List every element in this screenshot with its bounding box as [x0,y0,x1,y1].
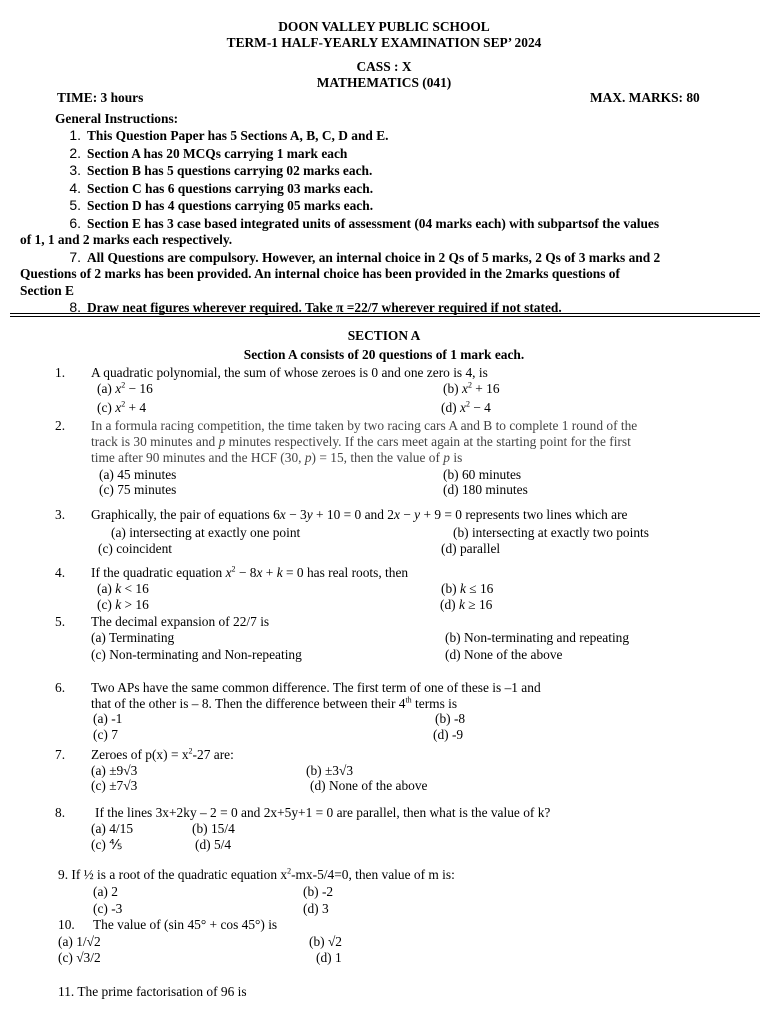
q5-option-a: (a) Terminating [91,630,175,645]
instruction-item: 2. Section A has 20 MCQs carrying 1 mark each [69,144,348,161]
q2-option-d: (d) 180 minutes [443,482,528,497]
q1-option-d: (d) $x^2 - 4$ [441,399,491,415]
q3-option-b: (b) intersecting at exactly two points [453,525,649,540]
q10-option-a: (a) 1/√2 [58,934,101,949]
time-label: TIME: 3 hours [57,90,144,105]
subject-label: MATHEMATICS (041) [316,75,452,90]
instruction-item: 4. Section C has 6 questions carrying 03 marks each. [69,179,374,196]
q3-number: 3. [55,507,66,522]
q5-option-c: (c) Non-terminating and Non-repeating [91,647,302,662]
q5-option-b: (b) Non-terminating and repeating [445,630,630,645]
q2-number: 2. [55,418,66,433]
q4-option-a: (a) k < 16 [97,581,149,596]
q9-option-b: (b) -2 [303,884,334,899]
instruction-item: 3. Section B has 5 questions carrying 02 marks each. [69,162,373,178]
q1-option-a: (a) $x^2 - 16$ [97,380,153,396]
q11-text: 11. The prime factorisation of 96 is [58,984,247,999]
section-title: SECTION A [347,328,421,343]
q2-text-line3: time after 90 minutes and the HCF (30, p) = 15, then the value of p is [91,450,463,465]
q3-option-d: (d) parallel [441,541,501,556]
q6-text-line1: Two APs have the same common difference. The first term of one of these is –1 and [91,680,541,695]
q9-option-d: (d) 3 [303,901,329,916]
class-label: CASS : X [356,59,412,74]
q7-text: Zeroes of $p(x) = x^2-27$ are: [91,746,234,762]
q2-option-a: (a) 45 minutes [99,467,177,482]
q2-text-line1: In a formula racing competition, the time taken by two racing cars A and B to complete 1 round of the [91,418,638,433]
q9-text: 9. If ½ is a root of the quadratic equation $x^2-mx-5/4=0$, then value of m is: [58,866,455,882]
q7-option-d: (d) None of the above [310,778,428,793]
max-marks-label: MAX. MARKS: 80 [590,90,700,105]
q2-option-c: (c) 75 minutes [99,482,177,497]
q6-option-c: (c) 7 [93,727,118,742]
exam-title: TERM-1 HALF-YEARLY EXAMINATION SEP’ 2024 [226,35,542,50]
divider-line-thin [10,316,760,317]
q7-option-a: (a) ±9√3 [91,763,138,778]
q3-text: Graphically, the pair of equations 6x − 3y + 10 = 0 and 2x − y + 9 = 0 represents two lines which are [91,507,628,522]
instruction-item: 8. Draw neat figures wherever required. Take π =22/7 wherever required if not stated. [69,299,562,315]
school-name: DOON VALLEY PUBLIC SCHOOL [278,19,490,34]
q3-option-c: (c) coincident [98,541,172,556]
q4-text: If the quadratic equation $x^2 - 8x + k = 0$ has real roots, then [91,564,409,580]
divider-line [10,313,760,314]
q1-number: 1. [55,365,66,380]
q4-number: 4. [55,565,66,580]
instruction-item: 6. Section E has 3 case based integrated units of assessment (04 marks each) with subpartsof the values [69,214,660,231]
q6-option-b: (b) -8 [435,711,466,726]
q8-text: If the lines 3x+2ky – 2 = 0 and 2x+5y+1 = 0 are parallel, then what is the value of k? [95,805,551,820]
q8-option-c: (c) ⅘ [91,837,123,852]
instruction-item-continued: Section E [20,282,74,298]
q1-option-b: (b) $x^2 + 16$ [443,380,500,396]
q5-option-d: (d) None of the above [445,647,563,662]
q6-option-a: (a) -1 [93,711,123,726]
q10-option-b: (b) √2 [309,934,343,949]
instructions-list [20,127,715,317]
q2-option-b: (b) 60 minutes [443,467,522,482]
q6-text-line2: that of the other is – 8. Then the difference between their 4th terms is [91,695,458,711]
q8-option-d: (d) 5/4 [195,837,232,852]
q10-option-c: (c) √3/2 [58,950,101,965]
q8-option-b: (b) 15/4 [192,821,235,836]
q6-number: 6. [55,680,66,695]
instruction-item: 7. All Questions are compulsory. However, an internal choice in 2 Qs of 5 marks, 2 Qs of 3 marks and 2 [69,248,661,265]
q7-option-c: (c) ±7√3 [91,778,138,793]
q8-option-a: (a) 4/15 [91,821,134,836]
q4-option-c: (c) k > 16 [97,597,149,612]
q10-option-d: (d) 1 [316,950,342,965]
q10-text: The value of (sin 45° + cos 45°) is [93,917,278,932]
q4-option-b: (b) k ≤ 16 [441,581,494,596]
instruction-item: 5. Section D has 4 questions carrying 05 marks each. [69,197,374,213]
instructions-heading: General Instructions: [55,111,179,126]
section-subtitle: Section A consists of 20 questions of 1 mark each. [243,347,525,362]
q1-option-c: (c) $x^2 + 4$ [97,399,147,415]
q7-option-b: (b) ±3√3 [306,763,354,778]
q2-text-line2: track is 30 minutes and p minutes respectively. If the cars meet again at the starting point for the first [91,434,631,449]
q5-number: 5. [55,614,66,629]
q4-option-d: (d) k ≥ 16 [440,597,493,612]
q8-number: 8. [55,805,66,820]
q7-number: 7. [55,747,66,762]
q3-option-a: (a) intersecting at exactly one point [111,525,301,540]
q9-option-a: (a) 2 [93,884,118,899]
q5-text: The decimal expansion of 22/7 is [91,614,270,629]
q1-text: A quadratic polynomial, the sum of whose zeroes is 0 and one zero is 4, is [91,365,488,380]
q6-option-d: (d) -9 [433,727,464,742]
instruction-item: 1. This Question Paper has 5 Sections A, B, C, D and E. [69,127,389,143]
instruction-item-continued: of 1, 1 and 2 marks each respectively. [20,232,233,247]
q10-number: 10. [58,917,75,932]
instruction-item-continued: Questions of 2 marks has been provided. An internal choice has been provided in the 2marks questions of [20,266,620,281]
q9-option-c: (c) -3 [93,901,123,916]
